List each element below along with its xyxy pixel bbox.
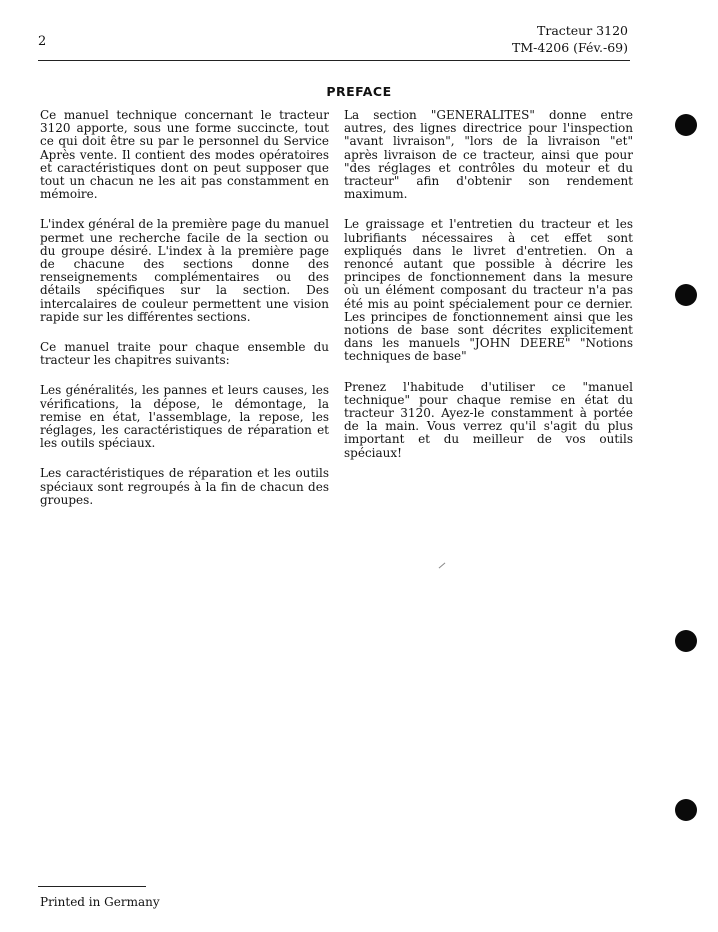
- punch-hole: [675, 799, 697, 821]
- paragraph: Le graissage et l'entretien du tracteur et les lubrifiants nécessaires à cet effet sont expliqués dans le livret d'entretien. On a renoncé autant que possible à décrire les principes de fonctionnement dans la mesure où un élément composant du tracteur n'a pas été mis au point spécialement pour ce dernier. Les principes de fonctionnement ainsi que les notions de base sont décrites explicitement dans les manuels "JOHN DEERE" "Notions techniques de base": [344, 217, 633, 364]
- punch-hole: [675, 630, 697, 652]
- header-block: [512, 22, 628, 56]
- right-column: [344, 109, 633, 477]
- left-column: [40, 109, 329, 524]
- punch-hole: [675, 284, 697, 306]
- paragraph: Les généralités, les pannes et leurs causes, les vérifications, la dépose, le démontage, la remise en état, l'assemblage, la repose, les réglages, les caractéristiques de réparation et les outils spéciaux.: [40, 383, 329, 451]
- header-rule: [38, 60, 630, 61]
- paragraph: L'index général de la première page du manuel permet une recherche facile de la section ou du groupe désiré. L'index à la première page de chacune des sections donne des renseignements complémentaires ou des détails spécifiques sur la section. Des intercalaires de couleur permettent une vision rapide sur les différentes sections.: [40, 217, 329, 324]
- paragraph: Les caractéristiques de réparation et les outils spéciaux sont regroupés à la fin de chacun des groupes.: [40, 466, 329, 507]
- header-reference: TM-4206 (Fév.-69): [512, 40, 628, 55]
- header-title: Tracteur 3120: [537, 23, 628, 38]
- footer-rule: [38, 886, 146, 887]
- footer-text: Printed in Germany: [40, 895, 160, 909]
- paragraph: Ce manuel traite pour chaque ensemble du tracteur les chapitres suivants:: [40, 340, 329, 368]
- paragraph: Ce manuel technique concernant le tracteur 3120 apporte, sous une forme succincte, tout ce qui doit être su par le personnel du Service Après vente. Il contient des modes opératoires et caractéristiques dont on peut supposer que tout un chacun ne les ait pas constamment en mémoire.: [40, 108, 329, 202]
- paragraph: Prenez l'habitude d'utiliser ce "manuel technique" pour chaque remise en état du tracteur 3120. Ayez-le constamment à portée de la main. Vous verrez qu'il s'agit du plus important et du meilleur de vos outils spéciaux!: [344, 379, 633, 460]
- page-number: 2: [38, 34, 47, 49]
- page-title: PREFACE: [326, 84, 392, 99]
- paragraph: La section "GENERALITES" donne entre autres, des lignes directrice pour l'inspection "avant livraison", "lors de la livraison "et" après livraison de ce tracteur, ainsi que pour "des réglages et contrôles du moteur et du tracteur" afin d'obtenir son rendement maximum.: [344, 108, 633, 202]
- scan-mark: [439, 563, 446, 569]
- punch-hole: [675, 114, 697, 136]
